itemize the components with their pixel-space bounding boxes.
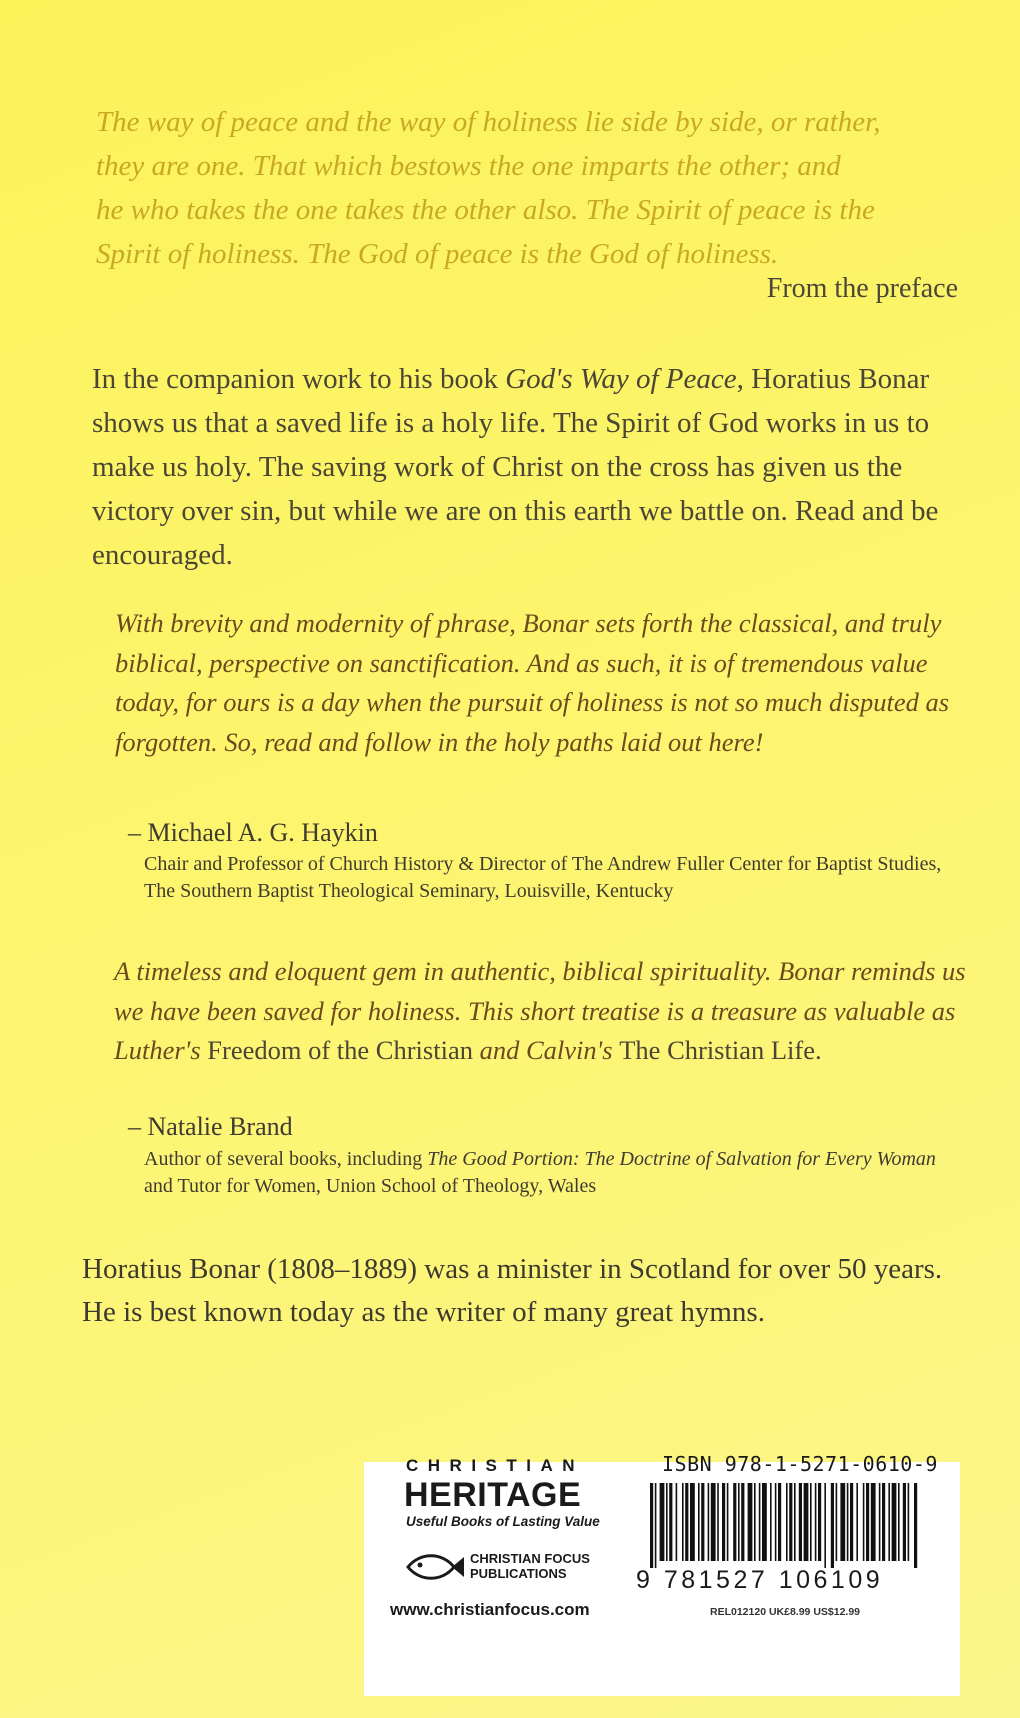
publisher-name-line2: PUBLICATIONS: [470, 1566, 567, 1581]
barcode-bar: [770, 1483, 772, 1561]
barcode-bar: [850, 1483, 853, 1561]
cited-book-title: The Christian Life.: [619, 1035, 822, 1065]
barcode-bar: [762, 1483, 767, 1561]
barcode-bar: [754, 1483, 756, 1561]
endorsement-quote-brand: [114, 952, 974, 1071]
barcode-bar: [794, 1483, 796, 1561]
barcode-bar: [810, 1483, 812, 1561]
book-description: [92, 357, 962, 577]
barcode-bar: [727, 1483, 729, 1561]
endorser-description-haykin: Chair and Professor of Church History & Director of The Andrew Fuller Center for Baptist Studies, The Southern Baptist Theological Seminary, Louisville, Kentucky: [144, 853, 942, 902]
epigraph-line: he who takes the one takes the other also. The Spirit of peace is the: [96, 194, 875, 226]
barcode-bar: [882, 1483, 885, 1561]
barcode-bar: [738, 1483, 740, 1561]
publisher-name-line1: CHRISTIAN FOCUS: [470, 1551, 590, 1566]
barcode-bar: [888, 1483, 890, 1561]
barcode-bar: [831, 1483, 834, 1568]
quote-text: and Calvin's: [472, 1035, 620, 1065]
barcode-bar: [708, 1483, 710, 1561]
barcode-bar: [660, 1483, 665, 1561]
endorser-book-title: The Good Portion: The Doctrine of Salvation for Every Woman: [427, 1148, 936, 1170]
barcode-bar: [856, 1483, 858, 1561]
cited-book-title: Freedom of the Christian: [207, 1035, 473, 1065]
barcode-bar: [775, 1483, 777, 1561]
barcode-bar: [847, 1483, 849, 1561]
barcode-bar: [759, 1483, 761, 1561]
epigraph-line: Spirit of holiness. The God of peace is the God of holiness.: [96, 238, 779, 270]
barcode-bar: [722, 1483, 725, 1561]
barcode-bar: [748, 1483, 753, 1561]
barcode-bar: [892, 1483, 897, 1561]
epigraph-line: The way of peace and the way of holiness lie side by side, or rather,: [96, 106, 881, 138]
barcode-bar: [804, 1483, 809, 1561]
epigraph-source: From the preface: [766, 273, 958, 304]
epigraph-line: they are one. That which bestows the one imparts the other; and: [96, 150, 841, 182]
imprint-top-text: CHRISTIAN: [406, 1456, 585, 1475]
barcode-bar: [682, 1483, 684, 1561]
barcode-bar: [818, 1483, 821, 1561]
barcode-bar: [871, 1483, 876, 1561]
barcode-bar: [733, 1483, 736, 1561]
barcode-bar: [650, 1483, 653, 1568]
barcode-bar: [711, 1483, 716, 1561]
publisher-name: [470, 1551, 590, 1581]
author-bio: Horatius Bonar (1808–1889) was a minister in Scotland for over 50 years. He is best known today as the writer of many great hymns.: [82, 1253, 943, 1328]
fish-logo-icon: [404, 1550, 466, 1589]
desc-text: and Tutor for Women, Union School of Theology, Wales: [144, 1175, 597, 1197]
imprint-logo-text: HERITAGE: [404, 1476, 582, 1514]
barcode-bar: [879, 1483, 881, 1561]
barcode-bar: [836, 1483, 838, 1561]
endorser-name-brand: – Natalie Brand: [128, 1112, 293, 1141]
barcode-bar: [863, 1483, 865, 1561]
barcode-bar: [669, 1483, 672, 1561]
barcode-bar: [741, 1483, 744, 1561]
barcode-bar: [701, 1483, 704, 1561]
imprint-tagline: Useful Books of Lasting Value: [406, 1514, 600, 1529]
barcode-bar: [799, 1483, 802, 1561]
companion-book-title: God's Way of Peace: [505, 363, 737, 395]
barcode-bar: [666, 1483, 668, 1561]
barcode-bar: [676, 1483, 678, 1561]
isbn-number: ISBN 978-1-5271-0610-9: [662, 1452, 938, 1476]
barcode-bar: [840, 1483, 845, 1561]
barcode-bar: [786, 1483, 788, 1561]
publisher-website: www.christianfocus.com: [390, 1600, 590, 1619]
endorser-name-haykin: – Michael A. G. Haykin: [128, 818, 378, 847]
blurb-text-start: In the companion work to his book: [92, 363, 506, 395]
barcode-bar: [824, 1483, 826, 1568]
barcode-bar: [690, 1483, 695, 1561]
barcode-graphic: [650, 1483, 920, 1568]
barcode-bar: [908, 1483, 910, 1561]
barcode-bar: [717, 1483, 719, 1561]
epigraph-quote: [96, 100, 976, 276]
blurb-text-end: , Horatius Bonar shows us that a saved life is a holy life. The Spirit of God works in us to make us holy. The saving work of Christ on the cross has given us the victory over sin, but while we are on this earth we battle on. Read and be encouraged.: [92, 363, 939, 571]
barcode-bar: [655, 1483, 657, 1568]
barcode-bar: [685, 1483, 688, 1561]
quote-text: A timeless and eloquent gem in authentic, biblical spirituality. Bonar reminds us we have been saved for holiness. This short treatise is a treasure as valuable as Luther's: [114, 956, 966, 1065]
barcode-bar: [789, 1483, 792, 1561]
price-code: REL012120 UK£8.99 US$12.99: [710, 1606, 861, 1618]
barcode-digits: 9 781527 106109: [636, 1566, 884, 1594]
barcode-bar: [778, 1483, 781, 1561]
barcode-bar: [914, 1483, 917, 1568]
endorsement-quote-haykin: With brevity and modernity of phrase, Bonar sets forth the classical, and truly biblical, perspective on sanctification. And as such, it is of tremendous value today, for ours is a day when the pursuit of holiness is not so much disputed as forgotten. So, read and follow in the holy paths laid out here!: [115, 608, 950, 757]
barcode-bar: [698, 1483, 700, 1561]
barcode-bar: [898, 1483, 900, 1561]
desc-text: Author of several books, including: [144, 1148, 428, 1170]
barcode-bar: [815, 1483, 817, 1561]
endorser-description-brand: [144, 1146, 964, 1200]
barcode-bar: [866, 1483, 869, 1561]
barcode-bar: [903, 1483, 906, 1561]
